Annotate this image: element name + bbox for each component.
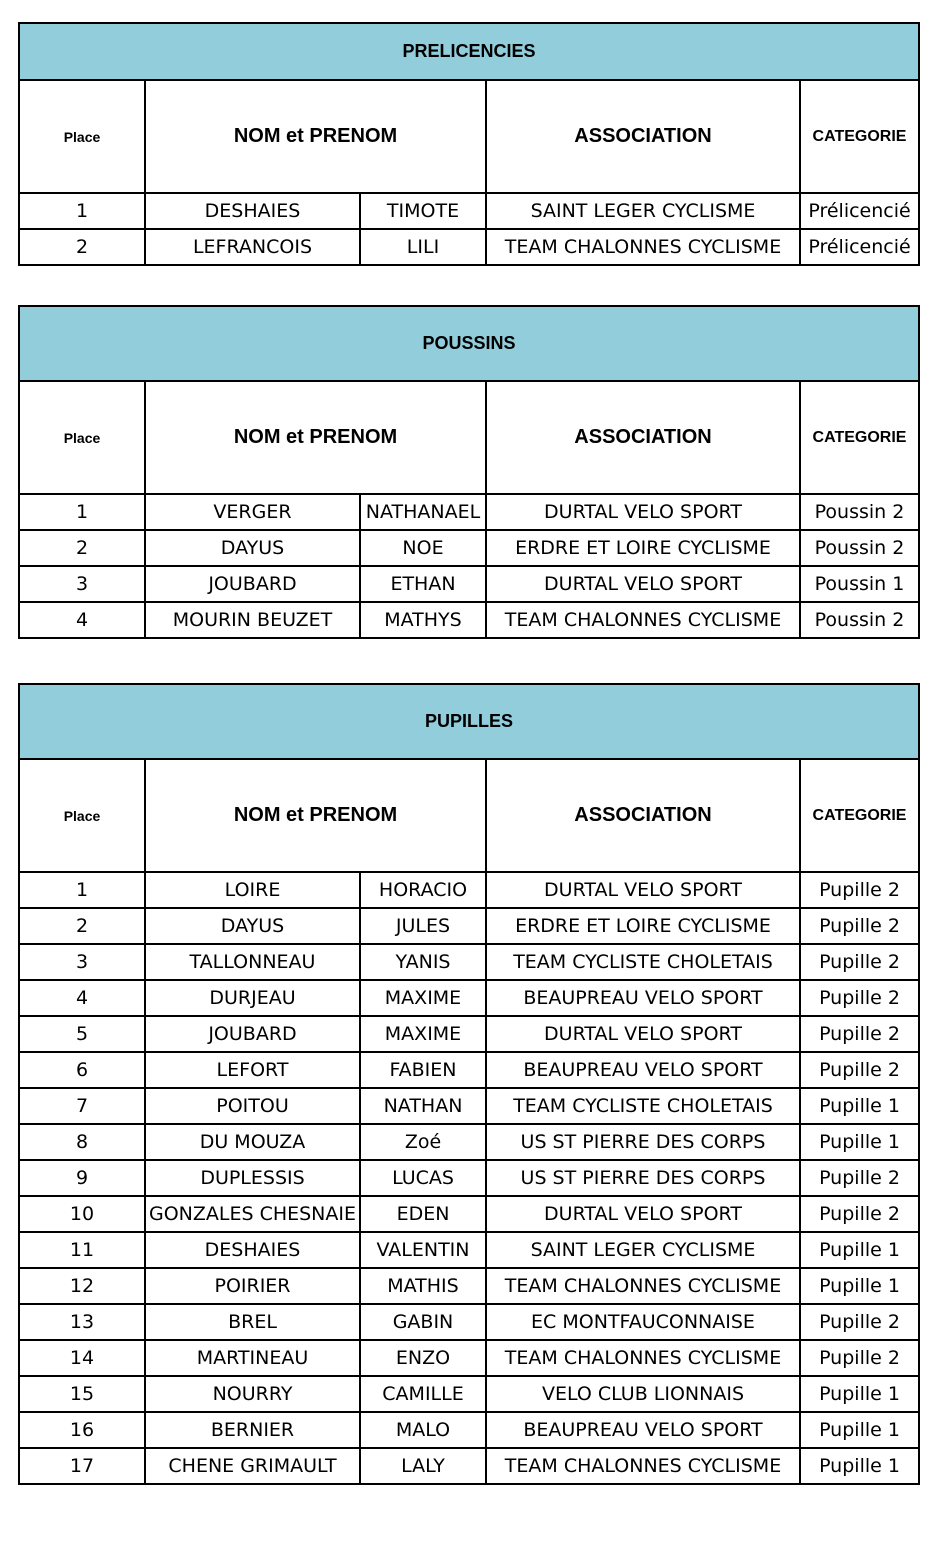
cell-place: 11: [19, 1232, 145, 1268]
header-place: Place: [19, 80, 145, 193]
section-title: PUPILLES: [19, 684, 919, 759]
cell-categorie: Poussin 2: [800, 602, 919, 638]
cell-nom: BERNIER: [145, 1412, 360, 1448]
cell-place: 4: [19, 602, 145, 638]
cell-place: 14: [19, 1340, 145, 1376]
cell-nom: MOURIN BEUZET: [145, 602, 360, 638]
cell-prenom: EDEN: [360, 1196, 486, 1232]
cell-association: ERDRE ET LOIRE CYCLISME: [486, 530, 800, 566]
cell-nom: JOUBARD: [145, 1016, 360, 1052]
cell-nom: POITOU: [145, 1088, 360, 1124]
poussins-table: [18, 305, 920, 639]
cell-nom: LOIRE: [145, 872, 360, 908]
cell-association: SAINT LEGER CYCLISME: [486, 1232, 800, 1268]
cell-categorie: Pupille 2: [800, 1052, 919, 1088]
table-row: [19, 1232, 919, 1268]
section-title: PRELICENCIES: [19, 23, 919, 80]
cell-categorie: Prélicencié: [800, 229, 919, 265]
table-row: [19, 1304, 919, 1340]
table-row: [19, 1376, 919, 1412]
table-row: [19, 1340, 919, 1376]
cell-prenom: MAXIME: [360, 1016, 486, 1052]
cell-prenom: CAMILLE: [360, 1376, 486, 1412]
cell-nom: DESHAIES: [145, 193, 360, 229]
cell-association: DURTAL VELO SPORT: [486, 566, 800, 602]
cell-place: 4: [19, 980, 145, 1016]
table-row: [19, 1448, 919, 1484]
cell-nom: LEFRANCOIS: [145, 229, 360, 265]
cell-association: DURTAL VELO SPORT: [486, 872, 800, 908]
cell-place: 2: [19, 908, 145, 944]
header-categorie: CATEGORIE: [800, 381, 919, 494]
cell-categorie: Pupille 2: [800, 908, 919, 944]
table-row: [19, 1268, 919, 1304]
cell-prenom: LILI: [360, 229, 486, 265]
cell-categorie: Pupille 2: [800, 1160, 919, 1196]
header-association: ASSOCIATION: [486, 759, 800, 872]
header-association: ASSOCIATION: [486, 381, 800, 494]
cell-association: ERDRE ET LOIRE CYCLISME: [486, 908, 800, 944]
cell-prenom: MATHIS: [360, 1268, 486, 1304]
header-row: [19, 759, 919, 872]
cell-place: 6: [19, 1052, 145, 1088]
cell-association: BEAUPREAU VELO SPORT: [486, 1052, 800, 1088]
cell-nom: CHENE GRIMAULT: [145, 1448, 360, 1484]
header-nom-prenom: NOM et PRENOM: [145, 759, 486, 872]
cell-categorie: Poussin 2: [800, 494, 919, 530]
header-row: [19, 381, 919, 494]
prelicencies-table: [18, 22, 920, 266]
cell-prenom: JULES: [360, 908, 486, 944]
table-row: [19, 229, 919, 265]
cell-nom: NOURRY: [145, 1376, 360, 1412]
header-row: [19, 80, 919, 193]
cell-prenom: VALENTIN: [360, 1232, 486, 1268]
cell-prenom: NATHANAEL: [360, 494, 486, 530]
cell-prenom: HORACIO: [360, 872, 486, 908]
cell-association: TEAM CHALONNES CYCLISME: [486, 1340, 800, 1376]
pupilles-table: [18, 683, 920, 1485]
table-row: [19, 1124, 919, 1160]
cell-nom: GONZALES CHESNAIE: [145, 1196, 360, 1232]
cell-association: US ST PIERRE DES CORPS: [486, 1160, 800, 1196]
table-row: [19, 872, 919, 908]
header-place: Place: [19, 759, 145, 872]
cell-nom: DESHAIES: [145, 1232, 360, 1268]
table-row: [19, 944, 919, 980]
cell-place: 16: [19, 1412, 145, 1448]
table-row: [19, 193, 919, 229]
cell-association: BEAUPREAU VELO SPORT: [486, 1412, 800, 1448]
cell-categorie: Pupille 1: [800, 1232, 919, 1268]
table-row: [19, 1160, 919, 1196]
cell-prenom: MATHYS: [360, 602, 486, 638]
table-row: [19, 1016, 919, 1052]
cell-place: 1: [19, 872, 145, 908]
cell-prenom: TIMOTE: [360, 193, 486, 229]
cell-association: US ST PIERRE DES CORPS: [486, 1124, 800, 1160]
cell-place: 5: [19, 1016, 145, 1052]
cell-nom: DURJEAU: [145, 980, 360, 1016]
cell-place: 7: [19, 1088, 145, 1124]
cell-nom: BREL: [145, 1304, 360, 1340]
cell-association: TEAM CHALONNES CYCLISME: [486, 602, 800, 638]
cell-association: DURTAL VELO SPORT: [486, 494, 800, 530]
table-row: [19, 908, 919, 944]
cell-categorie: Pupille 1: [800, 1448, 919, 1484]
table-row: [19, 602, 919, 638]
cell-categorie: Pupille 2: [800, 1340, 919, 1376]
cell-categorie: Pupille 2: [800, 1016, 919, 1052]
cell-categorie: Pupille 1: [800, 1088, 919, 1124]
cell-prenom: NATHAN: [360, 1088, 486, 1124]
cell-nom: DAYUS: [145, 530, 360, 566]
cell-prenom: NOE: [360, 530, 486, 566]
cell-prenom: FABIEN: [360, 1052, 486, 1088]
table-row: [19, 1412, 919, 1448]
cell-categorie: Poussin 1: [800, 566, 919, 602]
cell-categorie: Pupille 2: [800, 1196, 919, 1232]
cell-place: 15: [19, 1376, 145, 1412]
section-title-row: [19, 23, 919, 80]
cell-place: 1: [19, 494, 145, 530]
section-title-row: [19, 684, 919, 759]
cell-prenom: Zoé: [360, 1124, 486, 1160]
cell-association: TEAM CYCLISTE CHOLETAIS: [486, 1088, 800, 1124]
header-categorie: CATEGORIE: [800, 759, 919, 872]
cell-prenom: GABIN: [360, 1304, 486, 1340]
cell-nom: LEFORT: [145, 1052, 360, 1088]
cell-association: EC MONTFAUCONNAISE: [486, 1304, 800, 1340]
cell-place: 10: [19, 1196, 145, 1232]
cell-prenom: MALO: [360, 1412, 486, 1448]
cell-categorie: Pupille 2: [800, 980, 919, 1016]
table-row: [19, 1088, 919, 1124]
cell-association: VELO CLUB LIONNAIS: [486, 1376, 800, 1412]
cell-nom: DAYUS: [145, 908, 360, 944]
cell-categorie: Pupille 1: [800, 1124, 919, 1160]
cell-categorie: Pupille 1: [800, 1268, 919, 1304]
cell-nom: DU MOUZA: [145, 1124, 360, 1160]
cell-prenom: LUCAS: [360, 1160, 486, 1196]
cell-categorie: Pupille 2: [800, 872, 919, 908]
cell-association: DURTAL VELO SPORT: [486, 1196, 800, 1232]
cell-nom: VERGER: [145, 494, 360, 530]
cell-place: 12: [19, 1268, 145, 1304]
cell-categorie: Pupille 1: [800, 1412, 919, 1448]
cell-categorie: Pupille 2: [800, 944, 919, 980]
cell-prenom: ETHAN: [360, 566, 486, 602]
cell-categorie: Pupille 1: [800, 1376, 919, 1412]
header-nom-prenom: NOM et PRENOM: [145, 80, 486, 193]
cell-prenom: MAXIME: [360, 980, 486, 1016]
cell-place: 2: [19, 530, 145, 566]
cell-categorie: Prélicencié: [800, 193, 919, 229]
header-place: Place: [19, 381, 145, 494]
cell-association: TEAM CHALONNES CYCLISME: [486, 229, 800, 265]
cell-association: TEAM CYCLISTE CHOLETAIS: [486, 944, 800, 980]
cell-categorie: Pupille 2: [800, 1304, 919, 1340]
cell-nom: DUPLESSIS: [145, 1160, 360, 1196]
cell-place: 13: [19, 1304, 145, 1340]
cell-place: 1: [19, 193, 145, 229]
cell-nom: MARTINEAU: [145, 1340, 360, 1376]
table-row: [19, 1052, 919, 1088]
cell-association: TEAM CHALONNES CYCLISME: [486, 1268, 800, 1304]
table-row: [19, 494, 919, 530]
section-title: POUSSINS: [19, 306, 919, 381]
header-association: ASSOCIATION: [486, 80, 800, 193]
section-title-row: [19, 306, 919, 381]
cell-place: 17: [19, 1448, 145, 1484]
table-row: [19, 530, 919, 566]
cell-place: 3: [19, 566, 145, 602]
header-categorie: CATEGORIE: [800, 80, 919, 193]
cell-nom: JOUBARD: [145, 566, 360, 602]
cell-prenom: LALY: [360, 1448, 486, 1484]
cell-nom: POIRIER: [145, 1268, 360, 1304]
cell-prenom: ENZO: [360, 1340, 486, 1376]
table-row: [19, 980, 919, 1016]
table-row: [19, 1196, 919, 1232]
table-row: [19, 566, 919, 602]
cell-categorie: Poussin 2: [800, 530, 919, 566]
cell-place: 3: [19, 944, 145, 980]
cell-place: 2: [19, 229, 145, 265]
cell-place: 9: [19, 1160, 145, 1196]
cell-association: DURTAL VELO SPORT: [486, 1016, 800, 1052]
cell-association: SAINT LEGER CYCLISME: [486, 193, 800, 229]
cell-prenom: YANIS: [360, 944, 486, 980]
cell-place: 8: [19, 1124, 145, 1160]
cell-association: TEAM CHALONNES CYCLISME: [486, 1448, 800, 1484]
header-nom-prenom: NOM et PRENOM: [145, 381, 486, 494]
cell-nom: TALLONNEAU: [145, 944, 360, 980]
cell-association: BEAUPREAU VELO SPORT: [486, 980, 800, 1016]
